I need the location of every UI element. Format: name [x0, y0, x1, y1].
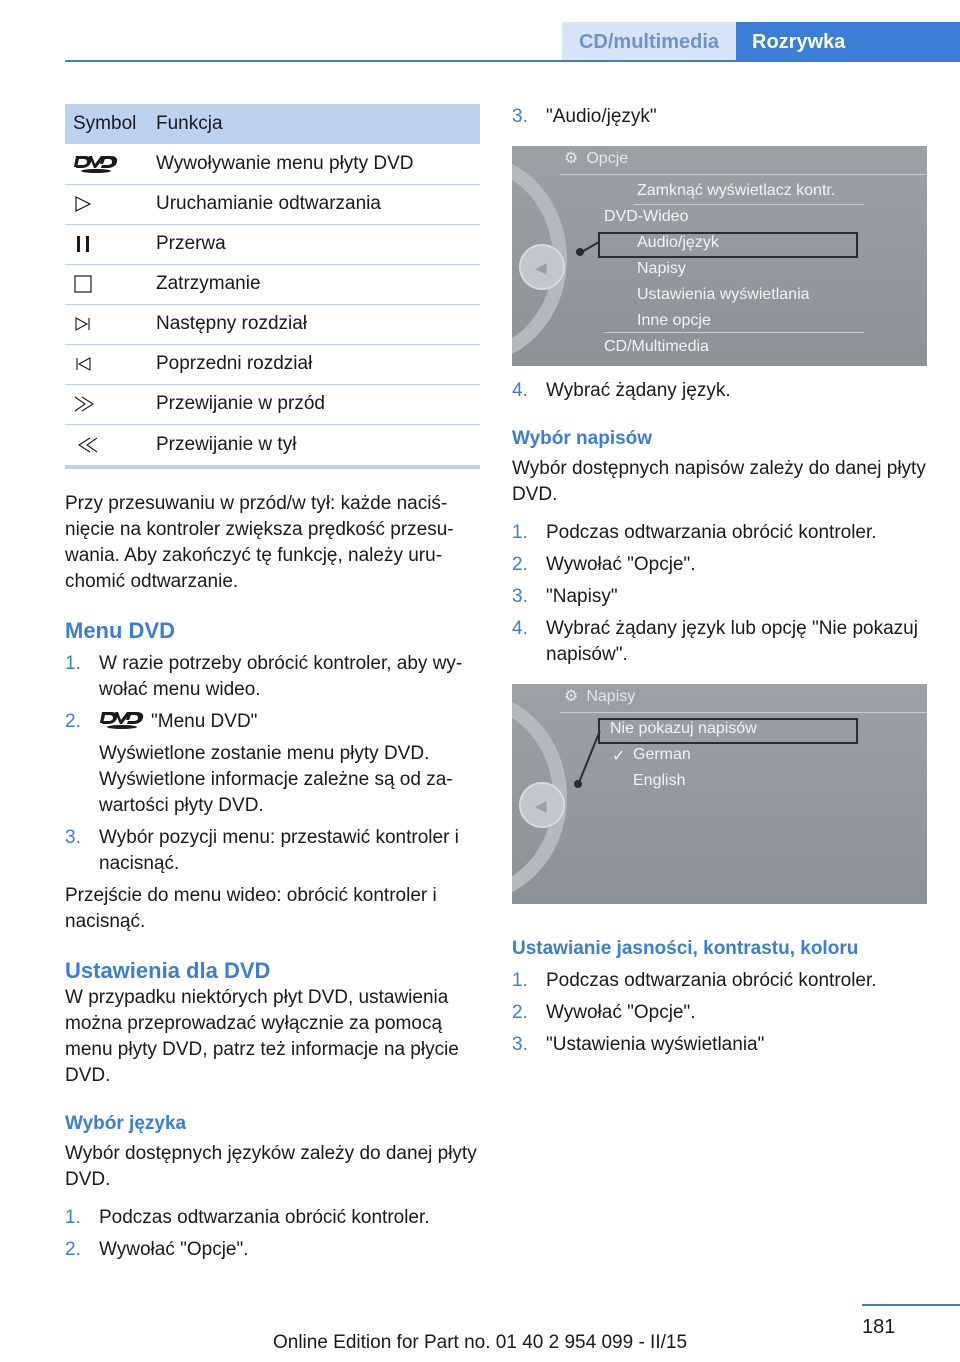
step-number: 2.	[512, 554, 528, 575]
heading-language: Wybór języka	[65, 1113, 187, 1134]
table-row	[65, 304, 480, 344]
language-steps	[65, 1205, 480, 1263]
step-number: 1.	[65, 1207, 81, 1228]
list-item	[512, 616, 932, 668]
divider	[604, 332, 864, 333]
left-arrow-icon: ◀	[535, 798, 547, 815]
stop-icon	[73, 275, 93, 293]
table-row	[65, 184, 480, 224]
step-text: W razie potrzeby obrócić kontroler, aby wywołać menu wideo.	[99, 653, 463, 700]
subtitles-screen	[512, 684, 927, 904]
section-tab: CD/multimedia	[562, 22, 736, 60]
step-text: Wywołać "Opcje".	[546, 1002, 696, 1023]
step-number: 3.	[65, 827, 81, 848]
list-item	[65, 1205, 480, 1231]
pause-icon	[73, 235, 93, 253]
list-item	[65, 651, 480, 703]
language-text: Wybór dostępnych języków zależy do danej płyty DVD.	[65, 1143, 477, 1190]
list-item	[512, 584, 932, 610]
checkmark-icon: ✓	[612, 748, 626, 765]
list-item	[512, 104, 932, 130]
step-text: "Audio/język"	[546, 106, 657, 127]
step-number: 4.	[512, 380, 528, 401]
brightness-steps	[512, 968, 932, 1058]
menu-item-selected: Audio/język	[637, 234, 719, 251]
function-label: Uruchamianie odtwarzania	[156, 184, 480, 224]
step-subtext: Wyświetlone zostanie menu płyty DVD. Wyświetlone informacje zależne są od zawartości płyty DVD.	[99, 743, 453, 816]
table-header-row	[65, 104, 480, 144]
list-item	[512, 1000, 932, 1026]
menu-dvd-steps	[65, 651, 480, 877]
step-number: 1.	[512, 970, 528, 991]
table-row	[65, 424, 480, 467]
step-number: 1.	[65, 653, 81, 674]
list-item	[512, 552, 932, 578]
step-text: Wywołać "Opcje".	[546, 554, 696, 575]
next-chapter-icon	[73, 315, 93, 333]
menu-item: German	[633, 746, 691, 763]
menu-item: English	[633, 772, 686, 789]
play-icon	[73, 195, 93, 213]
table-row	[65, 224, 480, 264]
previous-chapter-icon	[73, 355, 93, 373]
dvd-logo-icon	[73, 155, 119, 173]
function-label: Przewijanie w tył	[156, 424, 480, 467]
step-text: Wybrać żądany język.	[546, 380, 731, 401]
language-steps-final	[512, 378, 932, 404]
heading-brightness: Ustawianie jasności, kontrastu, koloru	[512, 938, 859, 959]
function-label: Wywoływanie menu płyty DVD	[156, 144, 480, 184]
list-item	[512, 1032, 932, 1058]
step-number: 3.	[512, 106, 528, 127]
table-row	[65, 384, 480, 424]
page-number: 181	[862, 1316, 896, 1338]
symbol-table	[65, 104, 480, 469]
divider	[560, 174, 927, 175]
menu-item: Inne opcje	[637, 312, 711, 329]
language-steps-continued	[512, 104, 932, 130]
list-item	[65, 1237, 480, 1263]
rewind-icon	[73, 436, 99, 454]
chapter-tab: Rozrywka	[736, 22, 960, 62]
step-number: 4.	[512, 618, 528, 639]
screen-title	[564, 148, 628, 172]
step-number: 2.	[65, 711, 81, 732]
heading-dvd-settings: Ustawienia dla DVD	[65, 958, 271, 983]
divider	[634, 204, 864, 205]
col-function-header: Funkcja	[156, 104, 480, 144]
function-label: Przewijanie w przód	[156, 384, 480, 424]
step-text: Wywołać "Opcje".	[99, 1239, 249, 1260]
step-number: 3.	[512, 1034, 528, 1055]
screen-title	[564, 686, 635, 710]
list-item	[512, 520, 932, 546]
function-label: Przerwa	[156, 224, 480, 264]
list-item	[65, 709, 480, 819]
right-column	[512, 96, 932, 1058]
step-text: "Ustawienia wyświetlania"	[546, 1034, 765, 1055]
pointer-dot	[574, 780, 582, 788]
edition-line: Online Edition for Part no. 01 40 2 954 099 - II/15	[272, 1332, 688, 1353]
menu-dvd-note: Przejście do menu wideo: obrócić kontroler i nacisnąć.	[65, 885, 437, 932]
heading-subtitles: Wybór napisów	[512, 428, 653, 449]
fast-forward-icon	[73, 395, 99, 413]
menu-item: Napisy	[637, 260, 686, 277]
controller-knob	[519, 244, 565, 290]
page-header	[0, 22, 960, 62]
subtitles-text: Wybór dostępnych napisów zależy do danej płyty DVD.	[512, 458, 926, 505]
menu-item: CD/Multimedia	[604, 338, 709, 355]
left-arrow-icon: ◀	[535, 260, 547, 277]
col-symbol-header: Symbol	[65, 104, 156, 144]
step-number: 3.	[512, 586, 528, 607]
table-row	[65, 344, 480, 384]
heading-menu-dvd: Menu DVD	[65, 618, 175, 643]
step-number: 2.	[65, 1239, 81, 1260]
step-text: Podczas odtwarzania obrócić kontroler.	[546, 522, 877, 543]
pointer-dot	[576, 248, 584, 256]
header-rule	[65, 60, 960, 62]
dvd-logo-icon	[99, 711, 145, 729]
screen-title-text: Opcje	[586, 150, 629, 167]
function-label: Poprzedni rozdział	[156, 344, 480, 384]
menu-item: Zamknąć wyświetlacz kontr.	[637, 182, 836, 199]
menu-item: DVD-Wideo	[604, 208, 689, 225]
function-label: Zatrzymanie	[156, 264, 480, 304]
menu-item-selected: Nie pokazuj napisów	[610, 720, 757, 737]
step-number: 1.	[512, 522, 528, 543]
step-text: "Napisy"	[546, 586, 618, 607]
step-text: Podczas odtwarzania obrócić kontroler.	[546, 970, 877, 991]
screen-title-text: Napisy	[586, 688, 636, 705]
step-number: 2.	[512, 1002, 528, 1023]
step-text: Wybór pozycji menu: przestawić kontroler i nacisnąć.	[99, 827, 459, 874]
gear-icon: ⚙	[564, 150, 579, 167]
list-item	[512, 968, 932, 994]
dvd-settings-text: W przypadku niektórych płyt DVD, ustawienia można przeprowadzać wyłącznie za pomocą menu płyty DVD, patrz też informacje na płycie DVD.	[65, 987, 459, 1086]
left-column	[65, 104, 480, 1263]
step-text: Wybrać żądany język lub opcję "Nie pokazuj napisów".	[546, 618, 918, 665]
list-item	[65, 825, 480, 877]
divider	[560, 712, 927, 713]
controller-knob	[519, 782, 565, 828]
list-item	[512, 378, 932, 404]
step-text: "Menu DVD"	[151, 711, 258, 732]
footer-rule	[862, 1304, 960, 1306]
menu-item: Ustawienia wyświetlania	[637, 286, 810, 303]
pointer-line	[577, 731, 601, 786]
intro-paragraph: Przy przesuwaniu w przód/w tył: każde naciśnięcie na kontroler zwiększa prędkość przesuwania. Aby zakończyć tę funkcję, należy uruchomić odtwarzanie.	[65, 493, 454, 592]
function-label: Następny rozdział	[156, 304, 480, 344]
table-row	[65, 264, 480, 304]
gear-icon: ⚙	[564, 688, 579, 705]
subtitles-steps	[512, 520, 932, 668]
table-row	[65, 144, 480, 184]
options-screen	[512, 146, 927, 366]
step-text: Podczas odtwarzania obrócić kontroler.	[99, 1207, 430, 1228]
